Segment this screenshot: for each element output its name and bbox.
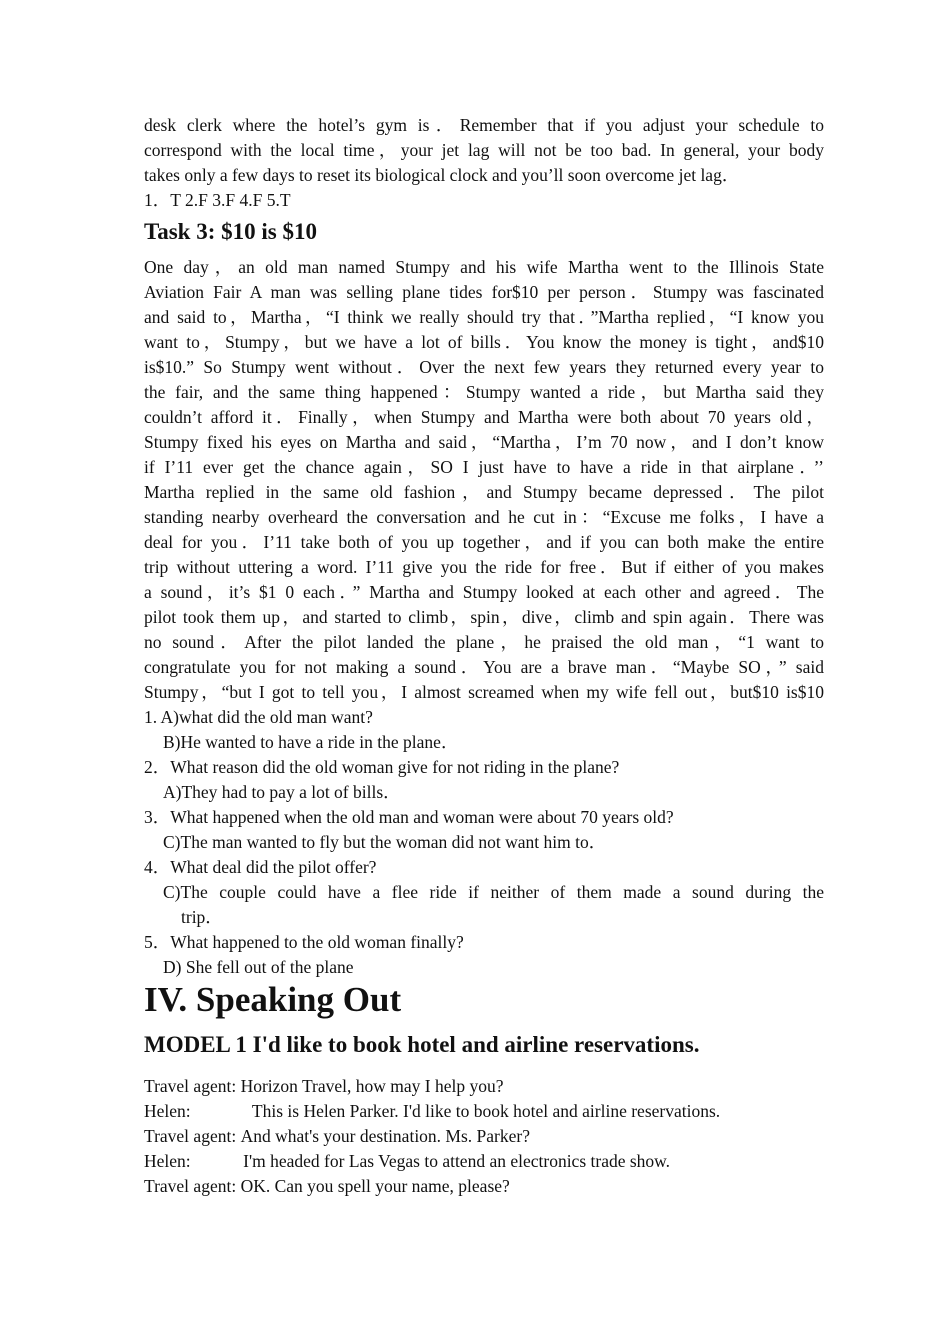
speaker-label: Helen:	[144, 1101, 252, 1121]
story-paragraph	[144, 255, 824, 705]
story-line: One day，an old man named Stumpy and his wife Martha went to the Illinois State	[144, 257, 824, 277]
question-item: 4．What deal did the pilot offer?	[144, 857, 377, 877]
model-heading: MODEL 1 I'd like to book hotel and airline reservations.	[144, 1032, 700, 1057]
answer-key-line: 1．T 2.F 3.F 4.F 5.T	[144, 190, 291, 210]
story-line: is$10.” So Stumpy went without．Over the next few years they returned every year to	[144, 357, 824, 377]
question-item: 5．What happened to the old woman finally?	[144, 932, 464, 952]
story-line: Martha replied in the same old fashion，and Stumpy became depressed．The pilot	[144, 482, 824, 502]
speaker-label: Travel agent:	[144, 1126, 241, 1146]
dialogue-text: I'm headed for Las Vegas to attend an electronics trade show.	[243, 1151, 671, 1171]
story-line: trip without uttering a word. I’11 give you the ride for free．But if either of you makes	[144, 557, 824, 577]
story-line: Stumpy fixed his eyes on Martha and said，“Martha，I’m 70 now，and I don’t know	[144, 432, 824, 452]
dialogue-line	[144, 1149, 824, 1174]
text-line: desk clerk where the hotel’s gym is．Remember that if you adjust your schedule to	[144, 115, 824, 135]
answer-item: C)The couple could have a flee ride if neither of them made a sound during the	[163, 882, 824, 902]
section-heading: IV. Speaking Out	[144, 980, 402, 1019]
dialogue	[144, 1074, 824, 1199]
document-page	[144, 113, 824, 1199]
story-line: deal for you．I’11 take both of you up together，and if you can both make the entire	[144, 532, 824, 552]
speaker-label: Helen:	[144, 1151, 244, 1171]
story-line: couldn’t afford it．Finally，when Stumpy and Martha were both about 70 years old，	[144, 407, 824, 427]
story-line: congratulate you for not making a sound．You are a brave man．“Maybe SO，” said	[144, 657, 824, 677]
story-line: if I’11 ever get the chance again，SO I just have to have a ride in that airplane．’’	[144, 457, 824, 477]
story-line: want to，Stumpy，but we have a lot of bills．You know the money is tight，and$10	[144, 332, 824, 352]
story-line: the fair, and the same thing happened：Stumpy wanted a ride，but Martha said they	[144, 382, 824, 402]
answer-item: B)He wanted to have a ride in the plane．	[163, 732, 459, 752]
question-list	[144, 705, 824, 980]
dialogue-line	[144, 1099, 824, 1124]
dialogue-line	[144, 1174, 824, 1199]
speaker-label: Travel agent:	[144, 1176, 241, 1196]
question-item: 1. A)what did the old man want?	[144, 707, 373, 727]
story-line: no sound．After the pilot landed the plane，he praised the old man，“1 want to	[144, 632, 824, 652]
dialogue-line	[144, 1074, 824, 1099]
question-item: 2．What reason did the old woman give for not riding in the plane?	[144, 757, 620, 777]
text-line: correspond with the local time，your jet lag will not be too bad. In general, your body	[144, 140, 824, 160]
task3-heading: Task 3: $10 is $10	[144, 219, 317, 244]
speaker-label: Travel agent:	[144, 1076, 241, 1096]
question-item: 3．What happened when the old man and woman were about 70 years old?	[144, 807, 674, 827]
answer-item: A)They had to pay a lot of bills．	[163, 782, 401, 802]
dialogue-line	[144, 1124, 824, 1149]
intro-paragraph	[144, 113, 824, 213]
dialogue-text: OK. Can you spell your name, please?	[240, 1176, 510, 1196]
story-line: a sound，it’s $1 0 each．” Martha and Stumpy looked at each other and agreed．The	[144, 582, 824, 602]
story-line: pilot took them up，and started to climb，spin，dive，climb and spin again．There was	[144, 607, 824, 627]
story-line: standing nearby overheard the conversation and he cut in：“Excuse me folks，I have a	[144, 507, 824, 527]
story-line: Stumpy，“but I got to tell you，I almost screamed when my wife fell out，but$10 is$10	[144, 682, 824, 702]
answer-item-continued: trip．	[181, 907, 223, 927]
answer-item: D) She fell out of the plane	[163, 957, 354, 977]
dialogue-text: And what's your destination. Ms. Parker?	[240, 1126, 530, 1146]
story-line: Aviation Fair A man was selling plane tides for$10 per person．Stumpy was fascinated	[144, 282, 824, 302]
story-line: and said to，Martha，“I think we really should try that．”Martha replied，“I know you	[144, 307, 824, 327]
text-line: takes only a few days to reset its biological clock and you’ll soon overcome jet lag．	[144, 165, 740, 185]
answer-item: C)The man wanted to fly but the woman did not want him to．	[163, 832, 607, 852]
dialogue-text: Horizon Travel, how may I help you?	[240, 1076, 504, 1096]
dialogue-text: This is Helen Parker. I'd like to book hotel and airline reservations.	[251, 1101, 721, 1121]
